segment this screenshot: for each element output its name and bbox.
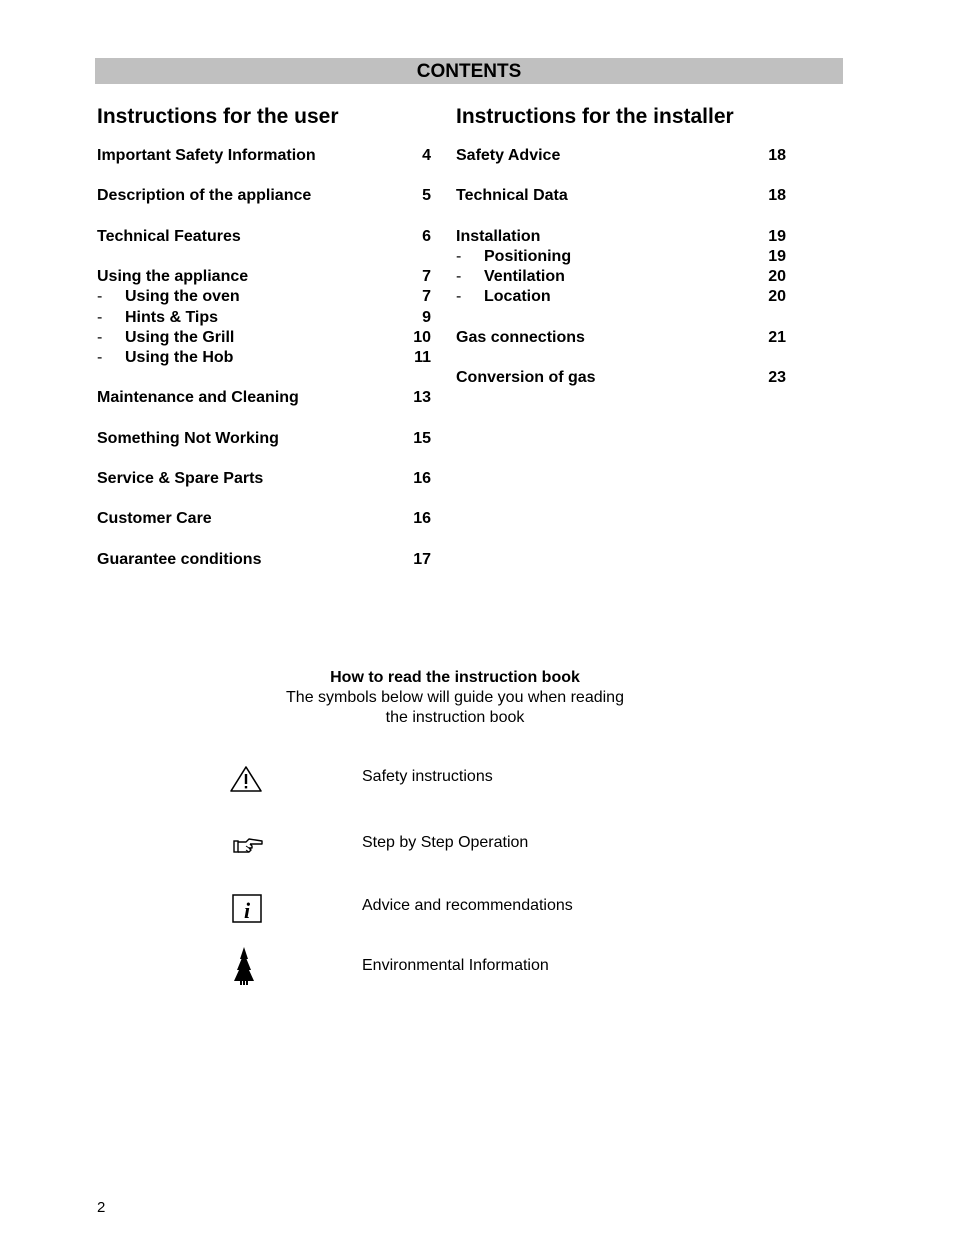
pointing-hand-icon xyxy=(229,835,265,864)
symbol-row-safety xyxy=(229,764,729,804)
toc-page-number: 20 xyxy=(768,268,786,286)
toc-group xyxy=(97,469,433,489)
toc-group xyxy=(97,146,433,166)
toc-subentry-label-wrap xyxy=(97,287,240,307)
toc-entry-label: Gas connections xyxy=(456,328,585,346)
user-column-title: Instructions for the user xyxy=(97,105,339,128)
sub-bullet-dash: - xyxy=(97,288,103,306)
toc-subentry-label: Using the Hob xyxy=(125,348,234,366)
toc-entry-label: Maintenance and Cleaning xyxy=(97,389,299,407)
toc-page-number: 15 xyxy=(413,429,431,447)
sub-bullet-dash: - xyxy=(456,247,462,265)
toc-subentry-label: Positioning xyxy=(484,247,572,265)
toc-page-number: 6 xyxy=(422,227,431,245)
toc-subentry-label-wrap xyxy=(456,247,571,267)
symbol-row-step xyxy=(229,832,729,872)
toc-subentry-label: Ventilation xyxy=(484,268,565,286)
toc-page-number: 9 xyxy=(422,308,431,326)
toc-entry xyxy=(97,186,433,206)
toc-entry-label: Service & Spare Parts xyxy=(97,470,264,487)
how-to-read-heading: How to read the instruction book xyxy=(330,669,580,686)
contents-title: CONTENTS xyxy=(416,61,522,82)
symbol-label-advice: Advice and recommendations xyxy=(362,897,573,914)
toc-group xyxy=(97,227,433,247)
toc-entry-label: Customer Care xyxy=(97,510,212,528)
toc-subentry-label-wrap xyxy=(456,267,565,287)
sub-bullet-dash: - xyxy=(456,288,462,306)
toc-subentry-label-wrap xyxy=(97,328,234,348)
toc-page-number: 18 xyxy=(768,147,786,164)
toc-group xyxy=(456,368,786,388)
sub-bullet-dash: - xyxy=(456,268,462,286)
symbol-row-advice xyxy=(229,894,729,934)
toc-entry xyxy=(456,146,786,166)
toc-page-number: 19 xyxy=(768,227,786,245)
toc-page-number: 23 xyxy=(768,369,786,387)
how-to-read-section xyxy=(260,668,650,728)
toc-entry xyxy=(456,328,786,348)
toc-page-number: 18 xyxy=(768,187,786,205)
warning-triangle-icon xyxy=(229,764,263,799)
toc-page-number: 19 xyxy=(768,247,786,265)
installer-toc-list xyxy=(456,146,786,388)
toc-group xyxy=(97,186,433,206)
toc-subentry xyxy=(456,267,786,287)
info-box-icon xyxy=(232,894,262,929)
sub-bullet-dash: - xyxy=(97,348,103,366)
toc-page-number: 7 xyxy=(422,288,431,306)
toc-entry-label: Guarantee conditions xyxy=(97,550,262,568)
toc-entry xyxy=(456,186,786,206)
symbol-label-safety: Safety instructions xyxy=(362,768,493,785)
toc-group xyxy=(97,550,433,570)
toc-entry xyxy=(97,388,433,408)
toc-entry-label: Something Not Working xyxy=(97,429,279,447)
toc-group xyxy=(456,328,786,348)
installer-column-title: Instructions for the installer xyxy=(456,105,734,128)
symbol-row-environment xyxy=(229,946,729,986)
toc-subentry-label: Using the oven xyxy=(125,288,240,306)
sub-bullet-dash: - xyxy=(97,328,103,346)
contents-banner xyxy=(95,58,843,84)
toc-subentry xyxy=(97,287,433,307)
toc-subentry-label: Location xyxy=(484,288,551,306)
svg-text:i: i xyxy=(243,898,251,923)
toc-entry xyxy=(97,267,433,287)
tree-icon xyxy=(232,946,256,991)
toc-page-number: 21 xyxy=(768,328,786,346)
toc-entry-label: Description of the appliance xyxy=(97,187,312,205)
user-toc-list xyxy=(97,146,433,570)
toc-group xyxy=(456,227,786,308)
toc-page-number: 7 xyxy=(422,268,431,286)
toc-group xyxy=(97,267,433,368)
toc-entry xyxy=(97,146,433,166)
toc-entry-label: Safety Advice xyxy=(456,147,561,164)
toc-entry xyxy=(97,429,433,449)
toc-page-number: 17 xyxy=(413,550,431,568)
toc-page-number: 4 xyxy=(422,147,431,164)
toc-subentry-label-wrap xyxy=(97,308,218,328)
page-number: 2 xyxy=(97,1199,106,1216)
toc-group xyxy=(97,388,433,408)
toc-subentry xyxy=(97,328,433,348)
toc-subentry xyxy=(456,287,786,307)
toc-group xyxy=(456,186,786,206)
symbol-label-environment: Environmental Information xyxy=(362,957,549,974)
toc-entry xyxy=(97,469,433,489)
toc-group xyxy=(97,429,433,449)
sub-bullet-dash: - xyxy=(97,308,103,326)
toc-entry-label: Technical Data xyxy=(456,187,568,205)
toc-page-number: 5 xyxy=(422,187,431,205)
toc-entry xyxy=(456,227,786,247)
toc-entry xyxy=(97,227,433,247)
toc-group xyxy=(97,509,433,529)
toc-subentry xyxy=(97,308,433,328)
symbol-label-step: Step by Step Operation xyxy=(362,834,529,851)
toc-subentry-label-wrap xyxy=(97,348,233,368)
toc-page-number: 16 xyxy=(413,510,431,528)
user-instructions-column xyxy=(97,104,433,590)
toc-subentry-label: Using the Grill xyxy=(125,328,235,346)
toc-entry-label: Installation xyxy=(456,227,541,245)
toc-subentry-label: Hints & Tips xyxy=(125,308,219,326)
toc-entry xyxy=(456,368,786,388)
toc-entry-label: Technical Features xyxy=(97,227,241,245)
toc-entry-label: Conversion of gas xyxy=(456,369,596,387)
toc-page-number: 13 xyxy=(413,389,431,407)
toc-entry-label: Using the appliance xyxy=(97,268,249,286)
how-to-read-line-2: the instruction book xyxy=(385,709,525,726)
toc-entry-label: Important Safety Information xyxy=(97,147,316,164)
how-to-read-line-1: The symbols below will guide you when reading xyxy=(286,689,624,706)
toc-page-number: 20 xyxy=(768,288,786,306)
toc-group xyxy=(456,146,786,166)
toc-page-number: 11 xyxy=(414,348,431,366)
toc-entry xyxy=(97,509,433,529)
toc-entry xyxy=(97,550,433,570)
toc-page-number: 16 xyxy=(413,470,431,487)
toc-subentry xyxy=(97,348,433,368)
toc-page-number: 10 xyxy=(413,328,431,346)
installer-instructions-column xyxy=(456,104,786,408)
toc-subentry xyxy=(456,247,786,267)
toc-subentry-label-wrap xyxy=(456,287,551,307)
